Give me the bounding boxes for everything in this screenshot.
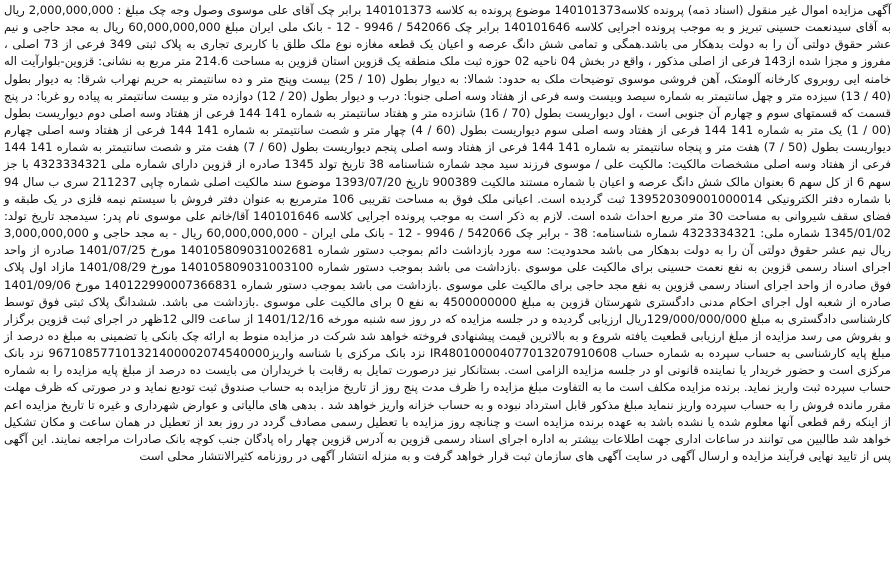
auction-notice-text: آگهی مزایده اموال غیر منقول (اسناد ذمه) پرونده کلاسه140101373 موضوع پرونده به کلاسه 140101373 برابر چک آقای علی موسوی وصول وجه چک مبلغ : 2,000,000,000 ریال به آقای سیدنعمت حسینی تبریز و به موجب پرونده اجرایی کلاسه 140101646 برابر چک 542066 / 9946 - 12 - بانک ملی ایران مبلغ 60,000,000,000 ریال به مجد حاجی و نیم عشر حقوق دولتی آن را به دولت بدهکار می باشد.همگی و تمامی شش دانگ عرصه و اعیان یک قطعه مغازه نوع ملک طلق با کاربری تجاری به پلاک ثبتی 349 فرعی از 73 اصلی ، مفروز و مجزا شده از143 فرعی از اصلی مذکور ، واقع در بخش 04 ناحیه 02 حوزه ثبت ملک منطقه یک قزوین استان قزوین به مساحت 214.6 متر مربع به نشانی: قزوین-بلوارآیت اله خامنه ایی روبروی کارخانه آلومتک، آهن فروشی موسوی توضیحات ملک به حدود: شمالا: به دیوار بطول (10 / 25) بیست وپنج متر و ده سانتیمتر به حریم نهراب شرقا: به دیوار بطول (40 / 13) سیزده متر و چهل سانتیمتر به شماره سیصد وبیست وسه فرعی از هفتاد وسه اصلی جنوبا: درب و دیوار بطول (20 / 12) دوازده متر و بیست سانتیمتر به پیاده رو غربا: در پنج قسمت که قسمتهای سوم و چهارم آن جنوبی است ، اول دیواریست بطول (70 / 16) شانزده متر و هفتاد سانتیمتر به شماره 141 144 فرعی از هفتاد وسه اصلی دوم دیواریست بطول (00 / 1) یک متر به شماره 141 144 فرعی از هفتاد وسه اصلی سوم دیواریست بطول (60 / 4) چهار متر و شصت سانتیمتر به شماره 141 144 فرعی از هفتاد وسه اصلی چهارم دیواریست بطول (50 / 7) هفت متر و پنجاه سانتیمتر به شماره 141 144 فرعی از هفتاد وسه اصلی پنجم دیواریست بطول (60 / 7) هفت متر و شصت سانتیمتر به شماره 141 144 فرعی از هفتاد وسه اصلی مشخصات مالکیت: مالکیت علی / موسوی فرزند سید مجد شماره شناسنامه 38 تاریخ تولد 1345 صادره از قزوین دارای شماره ملی 4323334321 با جز سهم 6 از کل سهم 6 بعنوان مالک شش دانگ عرصه و اعیان با شماره مستند مالکیت 900389 تاریخ 1393/07/20 موضوع سند مالکیت اصلی شماره چاپی 211237 سری ب سال 94 با شماره دفتر الکترونیکی 139520309001000014 ثبت گردیده است. اعیانی ملک فوق به مساحت تقریبی 106 مترمربع به عنوان دفتر فروش با سیستم نیمه فلزی در یک طبقه و فضای سقف شیروانی به مساحت 30 متر مربع احداث شده است. لازم به ذکر است به موجب پرونده اجرایی کلاسه 140101646 آقا/خانم علی موسوی نام پدر: سیدمجد تاریخ تولد: 1345/01/02 شماره ملی: 4323334321 شماره شناسنامه: 38 - برابر چک 542066 / 9946 - 12 - بانک ملی ایران - 60,000,000,000 ریال - به مجد حاجی و 3,000,000,000 ریال نیم عشر حقوق دولتی آن را به دولت بدهکار می باشد محدودیت: سه مورد بازداشت دائم بموجب دستور شماره 140105809031002681 مورخ 1401/07/25 صادره از واحد اجرای اسناد رسمی قزوین به نفع نعمت حسینی برای مالکیت علی موسوی .بازداشت می باشد بموجب دستور شماره 140105809031003100 مورخ 1401/08/29 مازاد اول پلاک فوق صادره از واحد اجرای اسناد رسمی قزوین به نفع مجد حاجی برای مالکیت علی موسوی .بازداشت می باشد بموجب دستور شماره 140122990007366831 مورخ 1401/09/06 صادره از شعبه اول اجرای احکام مدنی دادگستری شهرستان قزوین به مبلغ 4500000000 به نفع 0 برای مالکیت علی موسوی .بازداشت می باشد. ششدانگ پلاک ثبتی فوق توسط کارشناسی دادگستری به مبلغ 129/000/000/000ریال ارزیابی گردیده و در جلسه مزایده که در روز سه شنبه مورخه 1401/12/16 از ساعت 9الی 12ظهر در اجرای ثبت قزوین برگزار و بفروش می رسد مزایده از مبلغ ارزیابی قطعیت یافته شروع و به بالاترین قیمت پیشنهادی فروخته خواهد شد شرکت در مزایده منوط به ارائه چک بانکی یا تضمینی به مبلغ ده درصد از مبلغ پایه کارشناسی به حساب سپرده به شماره حساب IR480100004077013207910608 نزد بانک مرکزی با شناسه واریز967108577101321400002074540000 نزد بانک مرکزی است و حضور خریدار یا نماینده قانونی او در جلسه مزایده الزامی است. بستانکار نیز درصورت تمایل به رقابت با خریداران می بایست ده درصد از مبلغ پایه مزایده را به شماره حساب سپرده ثبت واریز نماید. برنده مزایده مکلف است ما به التفاوت مبلغ مزایده را ظرف مدت پنج روز از تاریخ مزایده به حساب صندوق ثبت تودیع نماید و در صورتی که ظرف مهلت مقرر مانده فروش را به حساب سپرده واریز ننماید مبلغ مذکور قابل استرداد نبوده و به حساب خزانه واریز خواهد شد . بدهی های مالیاتی و عوارض شهرداری و غیره تا تاریخ مزایده اعم از اینکه رقم قطعی آنها معلوم شده یا نشده باشد به عهده برنده مزایده است و چنانچه روز مزایده با تعطیل رسمی مصادف گردد در روز بعد از تعطیل در همان ساعت و مکان تشکیل خواهد شد طالبین می توانند در ساعات اداری جهت اطلاعات بیشتر به اداره اجرای اسناد رسمی قزوین به آدرس قزوین چهار راه پادگان جنب کوچه بانک صادرات مراجعه نمایند. این آگهی پس از تایید نهایی فرآیند مزایده و ارسال آگهی در سایت آگهی های سازمان ثبت قرار خواهد گرفت و به منزله انتشار آگهی در روزنامه کثیرالانتشار محلی است (4, 3, 892, 464)
